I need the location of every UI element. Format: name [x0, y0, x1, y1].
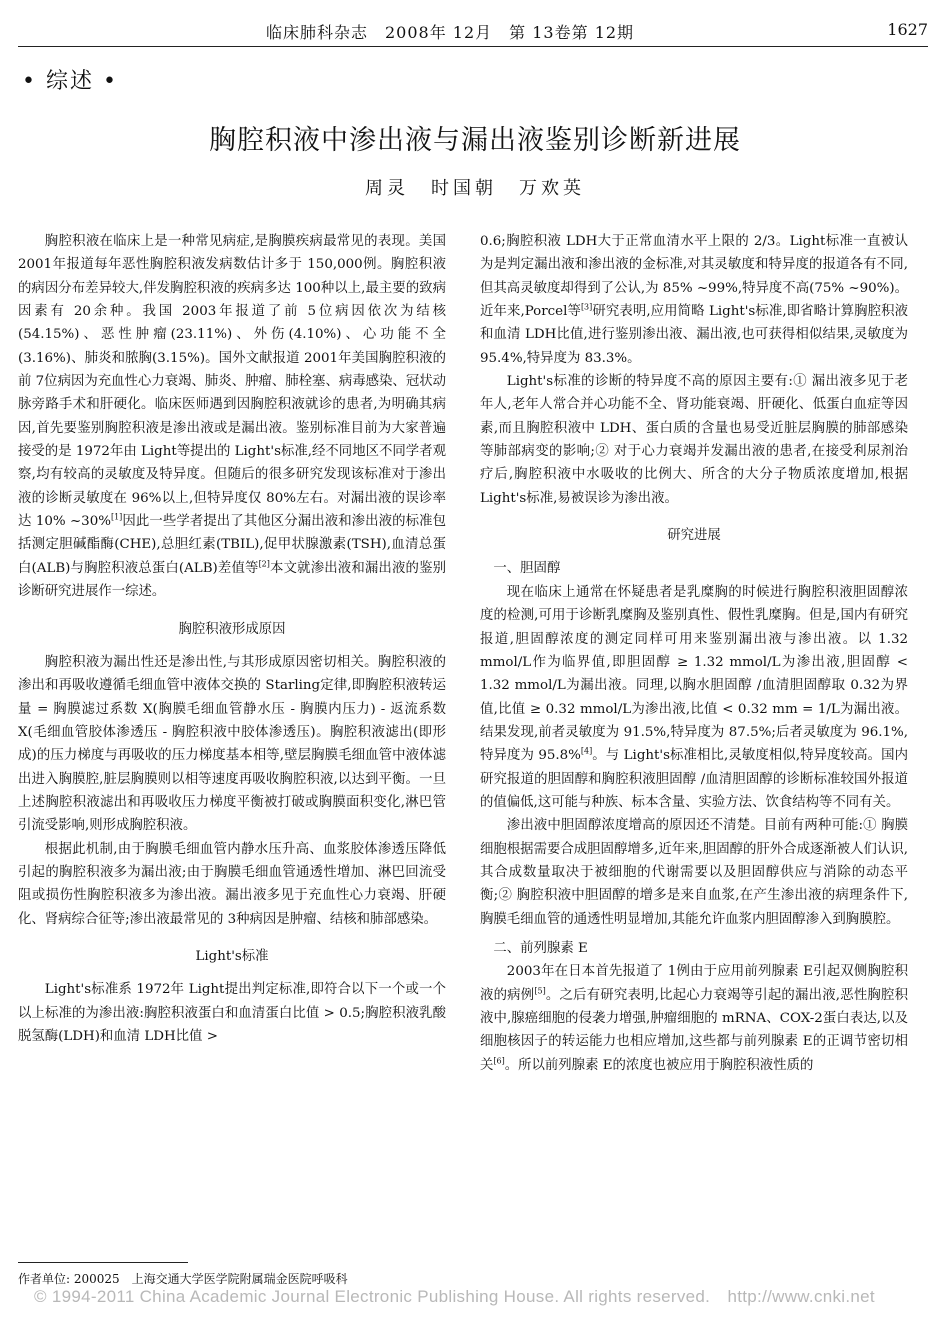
body-paragraph: 0.6;胸腔积液 LDH大于正常血清水平上限的 2/3。Light标准一直被认为是判定漏出液和渗出液的金标准,对其灵敏度和特异度的报道各有不同,但其高灵敏度却得到了公认,为 85% ~99%,特异度不高(75% ~90%)。近年来,Porcel等[3]研究表明,应用简略 Light's标准,即省略计算胸腔积液和血清 LDH比值,进行鉴别渗出液、漏出液,也可获得相似结果,灵敏度为 95.4%,特异度为 83.3%。: [480, 234, 908, 366]
citation: [5]: [534, 986, 546, 996]
section-heading: Light's标准: [195, 948, 269, 964]
right-column: [480, 230, 908, 1077]
author-affiliation: 作者单位: 200025 上海交通大学医学院附属瑞金医院呼吸科: [18, 1272, 348, 1286]
body-paragraph: Light's标准系 1972年 Light提出判定标准,即符合以下一个或一个以上标准的为渗出液:胸腔积液蛋白和血清蛋白比值 > 0.5;胸腔积液乳酸脱氢酶(LDH)和血清 LDH比值 >: [18, 982, 446, 1044]
citation: [2]: [258, 559, 270, 569]
left-column: [18, 230, 446, 1048]
subsection-heading: 二、前列腺素 E: [493, 940, 588, 956]
footnote-rule: [18, 1262, 188, 1263]
body-paragraph: 根据此机制,由于胸膜毛细血管内静水压升高、血浆胶体渗透压降低引起的胸腔积液多为漏出液;由于胸膜毛细血管通透性增加、淋巴回流受阻或损伤性胸腔积液多为渗出液。漏出液多见于充血性心力衰竭、肝硬化、肾病综合征等;渗出液最常见的 3种病因是肿瘤、结核和肺部感染。: [18, 841, 446, 927]
section-tag: • 综述 •: [22, 69, 118, 94]
body-paragraph: 现在临床上通常在怀疑患者是乳糜胸的时候进行胸腔积液胆固醇浓度的检测,可用于诊断乳糜胸及鉴别真性、假性乳糜胸。但是,国内有研究报道,胆固醇浓度的测定同样可用来鉴别漏出液与渗出液。以 1.32 mmol/L作为临界值,即胆固醇 ≥ 1.32 mmol/L为渗出液,胆固醇 < 1.32 mmol/L为漏出液。同理,以胸水胆固醇 /血清胆固醇取 0.32为界值,比值 ≥ 0.32 mmol/L为渗出液,比值 < 0.32 mm = 1/L为漏出液。结果发现,前者灵敏度为 91.5%,特异度为 87.5%;后者灵敏度为 96.1%,特异度为 95.8%[4]。与 Light's标准相比,灵敏度相似,特异度较高。国内研究报道的胆固醇和胸腔积液胆固醇 /血清胆固醇的诊断标准较国外报道的值偏低,这可能与种族、标本含量、实验方法、饮食结构等不同有关。: [480, 584, 908, 810]
body-paragraph: 胸腔积液在临床上是一种常见病症,是胸膜疾病最常见的表现。美国 2001年报道每年恶性胸腔积液发病数估计多于 150,000例。胸腔积液的病因分布差异较大,伴发胸腔积液的疾病多达 100种以上,最主要的致病因素有 20余种。我国 2003年报道了前 5位病因依次为结核(54.15%)、恶性肿瘤(23.11%)、外伤(4.10%)、心功能不全(3.16%)、肺炎和脓胸(3.15%)。国外文献报道 2001年美国胸腔积液的前 7位病因为充血性心力衰竭、肺炎、肿瘤、肺栓塞、病毒感染、冠状动脉旁路手术和肝硬化。临床医师遇到因胸腔积液就诊的患者,为明确其病因,首先要鉴别胸腔积液是渗出液或是漏出液。鉴别标准目前为大家普遍接受的是 1972年由 Light等提出的 Light's标准,经不同地区不同学者观察,均有较高的灵敏度及特异度。但随后的很多研究发现该标准对于渗出液的诊断灵敏度在 96%以上,但特异度仅 80%左右。对漏出液的误诊率达 10% ~30%[1]因此一些学者提出了其他区分漏出液和渗出液的标准包括测定胆碱酯酶(CHE),总胆红素(TBIL),促甲状腺激素(TSH),血清总蛋白(ALB)与胸腔积液总蛋白(ALB)差值等[2]本文就渗出液和漏出液的鉴别诊断研究进展作一综述。: [18, 234, 447, 600]
copyright-watermark: © 1994-2011 China Academic Journal Electronic Publishing House. All rights reserved. http://www.cnki.net: [34, 1287, 875, 1306]
body-paragraph: 胸腔积液为漏出性还是渗出性,与其形成原因密切相关。胸腔积液的渗出和再吸收遵循毛细血管中液体交换的 Starling定律,即胸腔积液转运量 = 胸膜滤过系数 X(胸膜毛细血管静水压 - 胸膜内压力) - 返流系数 X(毛细血管胶体渗透压 - 胸腔积液中胶体渗透压)。胸腔积液滤出(即形成)的压力梯度与再吸收的压力梯度基本相等,壁层胸膜毛细血管中液体滤出进入胸膜腔,脏层胸膜则以相等速度再吸收胸腔积液,以达到平衡。一旦上述胸腔积液滤出和再吸收压力梯度平衡被打破或胸膜面积变化,淋巴管引流受影响,则形成胸腔积液。: [18, 654, 446, 834]
citation: [1]: [110, 512, 123, 522]
citation: [3]: [580, 302, 593, 312]
article-title: 胸腔积液中渗出液与漏出液鉴别诊断新进展: [209, 125, 741, 156]
citation: [6]: [493, 1056, 505, 1066]
subsection-heading: 一、胆固醇: [493, 561, 561, 577]
page-number: 1627: [887, 20, 928, 39]
section-heading: 胸腔积液形成原因: [178, 621, 286, 637]
citation: [4]: [580, 746, 593, 756]
body-paragraph: 2003年在日本首先报道了 1例由于应用前列腺素 E引起双侧胸腔积液的病例[5]。之后有研究表明,比起心力衰竭等引起的漏出液,恶性胸腔积液中,腺癌细胞的侵袭力增强,肿瘤细胞的 mRNA、COX-2蛋白表达,以及细胞核因子的转运能力也相应增加,这些都与前列腺素 E的正调节密切相关[6]。所以前列腺素 E的浓度也被应用于胸腔积液性质的: [480, 964, 909, 1073]
section-heading: 研究进展: [667, 528, 721, 544]
journal-info: 临床肺科杂志 2008年 12月 第 13卷第 12期: [266, 23, 635, 42]
running-header: [18, 12, 928, 48]
header-rule: [18, 46, 928, 47]
body-paragraph: 渗出液中胆固醇浓度增高的原因还不清楚。目前有两种可能:① 胸膜细胞根据需要合成胆固醇增多,近年来,胆固醇的肝外合成逐渐被人们认识,其合成数量取决于被细胞的代谢需要以及胆固醇供应与消除的动态平衡;② 胸腔积液中胆固醇的增多是来自血浆,在产生渗出液的病理条件下,胸膜毛细血管的通透性明显增加,其能允许血浆内胆固醇渗入到胸膜腔。: [480, 818, 908, 927]
article-authors: 周灵 时国朝 万欢英: [365, 178, 585, 199]
body-paragraph: Light's标准的诊断的特异度不高的原因主要有:① 漏出液多见于老年人,老年人常合并心功能不全、肾功能衰竭、肝硬化、低蛋白血症等因素,而且胸腔积液中 LDH、蛋白质的含量也易受近脏层胸膜的肺部感染等肺部病变的影响;② 对于心力衰竭并发漏出液的患者,在接受利尿剂治疗后,胸腔积液中水吸收的比例大、所含的大分子物质浓度增加,根据 Light's标准,易被误诊为渗出液。: [480, 374, 908, 506]
